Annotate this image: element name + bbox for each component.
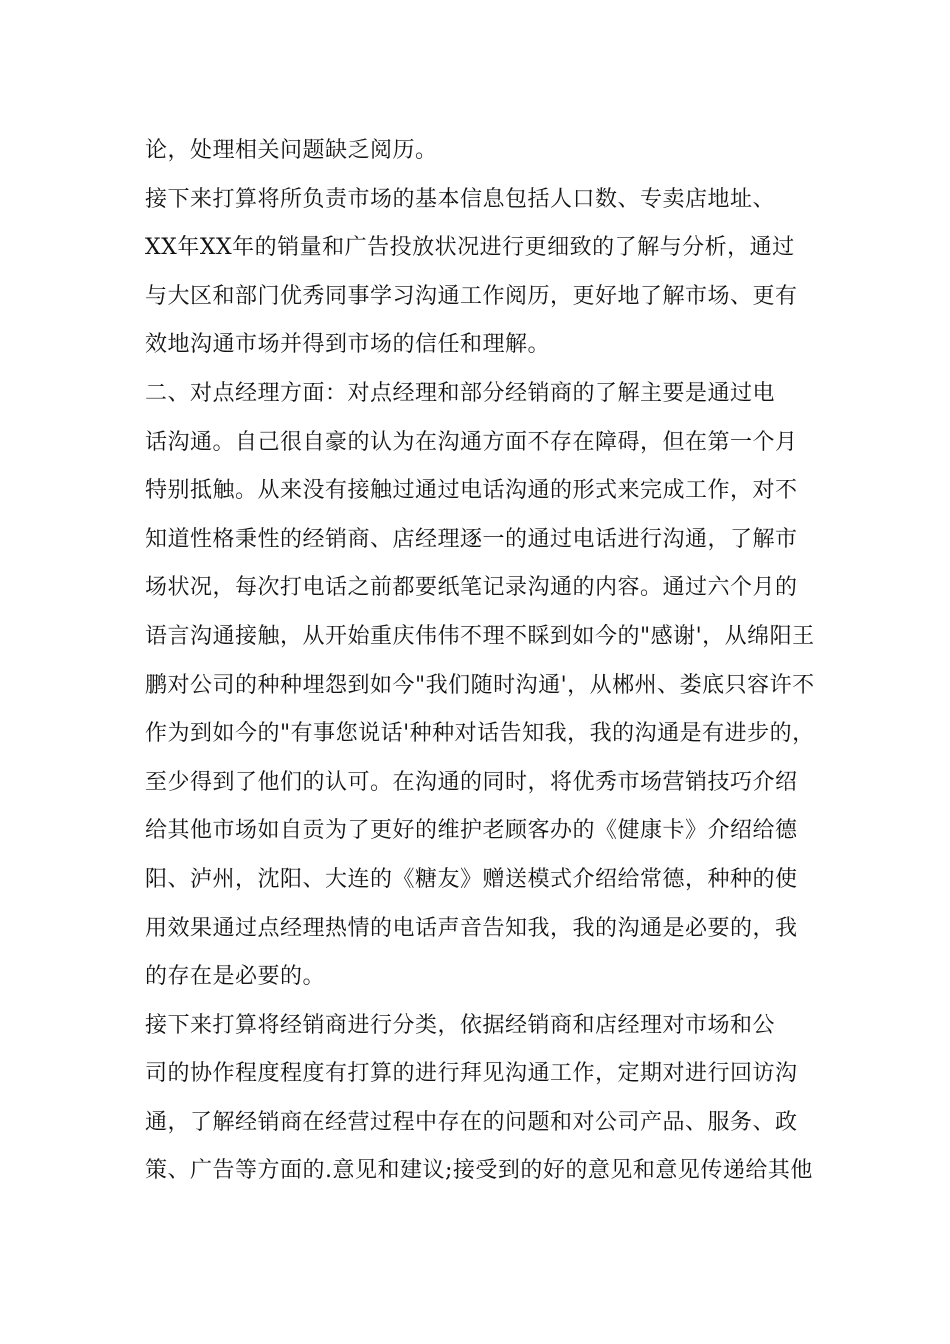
text-line: 接下来打算将所负责市场的基本信息包括人口数、专卖店地址、 [145, 186, 776, 212]
text-line: 通，了解经销商在经营过程中存在的问题和对公司产品、服务、政 [145, 1109, 798, 1135]
text-line: 接下来打算将经销商进行分类，依据经销商和店经理对市场和公 [145, 1012, 776, 1038]
text-line: 策、广告等方面的.意见和建议;接受到的好的意见和意见传递给其他 [145, 1158, 813, 1184]
text-line: 给其他市场如自贡为了更好的维护老顾客办的《健康卡》介绍给德 [145, 818, 798, 844]
text-line: 至少得到了他们的认可。在沟通的同时，将优秀市场营销技巧介绍 [145, 769, 798, 795]
text-line: XX年XX年的销量和广告投放状况进行更细致的了解与分析，通过 [145, 235, 795, 261]
text-line: 司的协作程度程度有打算的进行拜见沟通工作，定期对进行回访沟 [145, 1061, 798, 1087]
text-line: 的存在是必要的。 [145, 964, 326, 990]
text-line: 论，处理相关问题缺乏阅历。 [145, 138, 438, 163]
text-line: 知道性格秉性的经销商、店经理逐一的通过电话进行沟通，了解市 [145, 526, 798, 552]
text-line: 作为到如今的"有事您说话'种种对话告知我，我的沟通是有进步的， [145, 721, 815, 747]
text-line: 特别抵触。从来没有接触过通过电话沟通的形式来完成工作，对不 [145, 478, 798, 504]
text-line: 效地沟通市场并得到市场的信任和理解。 [145, 332, 551, 358]
text-line: 二、对点经理方面：对点经理和部分经销商的了解主要是通过电 [145, 380, 776, 406]
text-line: 与大区和部门优秀同事学习沟通工作阅历，更好地了解市场、更有 [145, 283, 798, 309]
text-line: 语言沟通接触，从开始重庆伟伟不理不睬到如今的"感谢'，从绵阳王 [145, 623, 815, 649]
text-line: 话沟通。自己很自豪的认为在沟通方面不存在障碍，但在第一个月 [145, 429, 798, 455]
text-line: 阳、泸州，沈阳、大连的《糖友》赠送模式介绍给常德，种种的使 [145, 866, 798, 892]
document-body [145, 130, 815, 1199]
text-line: 鹏对公司的种种埋怨到如今"我们随时沟通'，从郴州、娄底只容许不 [145, 672, 815, 698]
text-line: 场状况，每次打电话之前都要纸笔记录沟通的内容。通过六个月的 [145, 575, 798, 601]
text-line: 用效果通过点经理热情的电话声音告知我，我的沟通是必要的，我 [145, 915, 798, 941]
